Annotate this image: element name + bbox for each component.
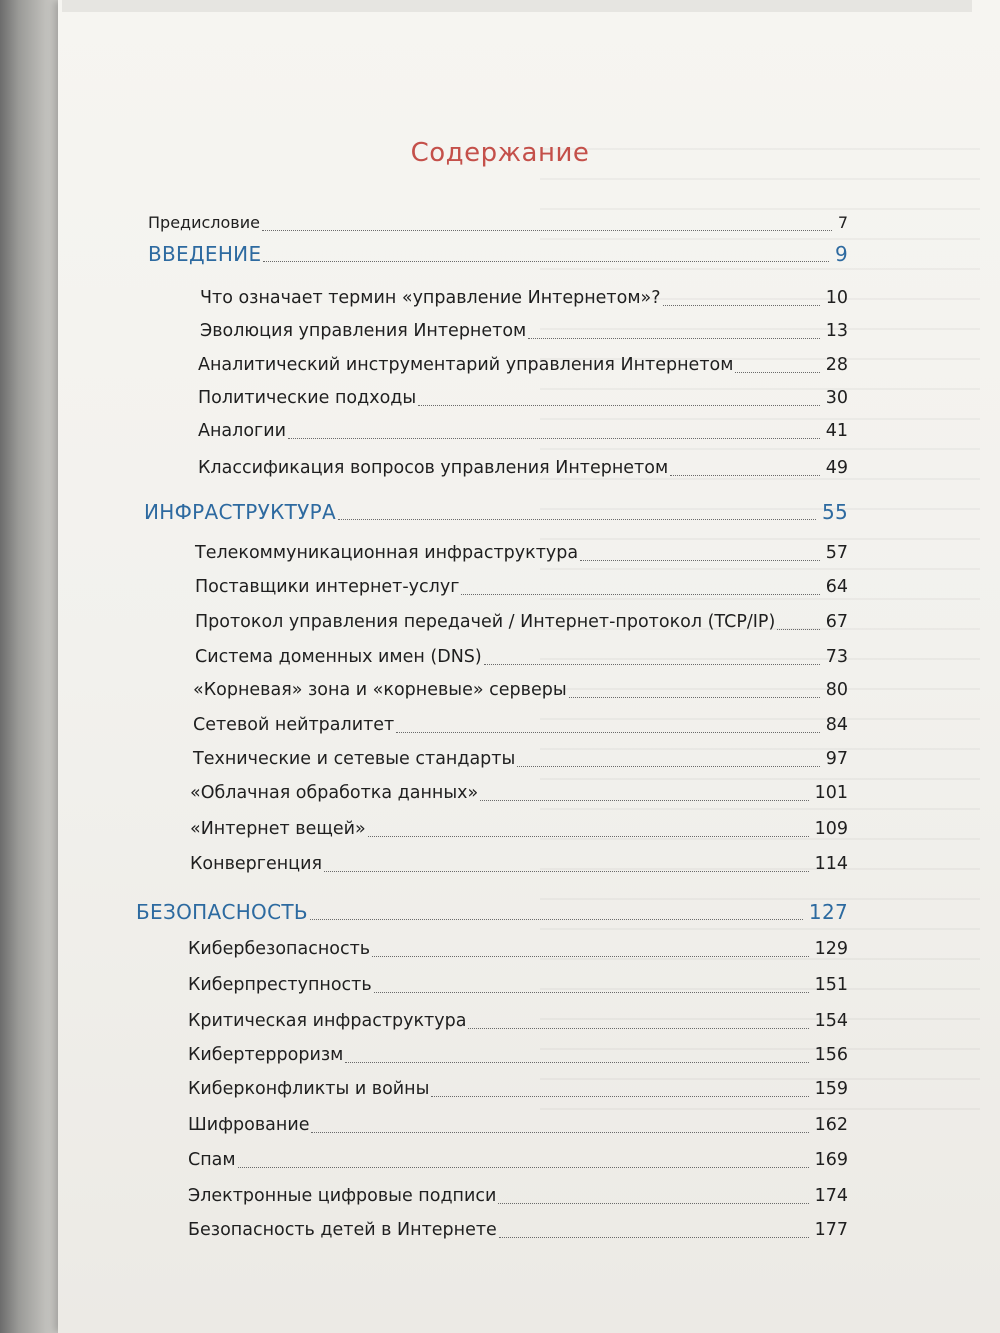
dot-leader xyxy=(374,991,809,993)
dot-leader xyxy=(468,1027,808,1029)
toc-label: Протокол управления передачей / Интернет-протокол (TCP/IP) xyxy=(195,612,776,632)
dot-leader xyxy=(517,765,819,767)
toc-label: Сетевой нейтралитет xyxy=(193,715,395,735)
toc-label: Классификация вопросов управления Интернетом xyxy=(198,458,669,478)
toc-entry xyxy=(198,455,848,479)
dot-leader xyxy=(262,229,832,231)
toc-page-number: 84 xyxy=(825,715,848,735)
toc-entry xyxy=(188,936,848,960)
toc-label: Что означает термин «управление Интернетом»? xyxy=(200,288,661,308)
toc-label: «Облачная обработка данных» xyxy=(190,783,479,803)
toc-page-number: 9 xyxy=(834,242,848,266)
toc-label: Кибертерроризм xyxy=(188,1045,344,1065)
toc-entry xyxy=(188,1112,848,1136)
dot-leader xyxy=(663,304,820,306)
toc-page-number: 57 xyxy=(825,543,848,563)
toc-label: Спам xyxy=(188,1150,236,1170)
toc-label: Критическая инфраструктура xyxy=(188,1011,467,1031)
toc-label: ВВЕДЕНИЕ xyxy=(148,242,262,266)
toc-entry xyxy=(200,318,848,342)
toc-page-number: 73 xyxy=(825,647,848,667)
toc-label: Политические подходы xyxy=(198,388,417,408)
toc-label: ИНФРАСТРУКТУРА xyxy=(144,500,336,524)
toc-label: Киберпреступность xyxy=(188,975,372,995)
toc-page-number: 169 xyxy=(814,1150,848,1170)
toc-label: Аналитический инструментарий управления Интернетом xyxy=(198,355,734,375)
toc-entry xyxy=(195,540,848,564)
page-top-edge xyxy=(62,0,972,12)
toc-page-number: 159 xyxy=(814,1079,848,1099)
toc-entry xyxy=(200,285,848,309)
toc-label: Технические и сетевые стандарты xyxy=(193,749,516,769)
toc-page-number: 114 xyxy=(814,854,848,874)
toc-entry xyxy=(190,851,848,875)
dot-leader xyxy=(238,1166,809,1168)
toc-page-number: 30 xyxy=(825,388,848,408)
toc-label: Поставщики интернет-услуг xyxy=(195,577,460,597)
toc-label: Электронные цифровые подписи xyxy=(188,1186,497,1206)
toc-entry xyxy=(188,972,848,996)
toc-page-number: 7 xyxy=(837,213,848,232)
book-spine-edge xyxy=(0,0,62,1333)
dot-leader xyxy=(372,955,808,957)
dot-leader xyxy=(368,835,809,837)
dot-leader xyxy=(324,870,809,872)
toc-section-introduction xyxy=(148,241,848,265)
toc-entry-preface xyxy=(148,210,848,234)
toc-page-number: 41 xyxy=(825,421,848,441)
toc-label: Безопасность детей в Интернете xyxy=(188,1220,497,1240)
toc-label: Эволюция управления Интернетом xyxy=(200,321,527,341)
toc-page-number: 177 xyxy=(814,1220,848,1240)
dot-leader xyxy=(569,696,820,698)
toc-page-number: 64 xyxy=(825,577,848,597)
toc-page-number: 109 xyxy=(814,819,848,839)
toc-page-number: 80 xyxy=(825,680,848,700)
toc-page-number: 55 xyxy=(821,500,848,524)
dot-leader xyxy=(311,1131,808,1133)
dot-leader xyxy=(777,628,819,630)
dot-leader xyxy=(418,404,819,406)
toc-entry xyxy=(188,1042,848,1066)
toc-page-number: 174 xyxy=(814,1186,848,1206)
toc-page-number: 127 xyxy=(808,900,848,924)
toc-label: Система доменных имен (DNS) xyxy=(195,647,482,667)
dot-leader xyxy=(345,1061,808,1063)
dot-leader xyxy=(499,1236,809,1238)
dot-leader xyxy=(263,260,829,262)
toc-page-number: 162 xyxy=(814,1115,848,1135)
dot-leader xyxy=(431,1095,808,1097)
toc-entry xyxy=(198,385,848,409)
dot-leader xyxy=(528,337,819,339)
toc-page-number: 151 xyxy=(814,975,848,995)
toc-entry xyxy=(193,677,848,701)
toc-entry xyxy=(188,1147,848,1171)
dot-leader xyxy=(338,518,816,520)
dot-leader xyxy=(288,437,820,439)
toc-entry xyxy=(195,644,848,668)
toc-page-number: 67 xyxy=(825,612,848,632)
toc-entry xyxy=(188,1008,848,1032)
toc-label: «Интернет вещей» xyxy=(190,819,366,839)
dot-leader xyxy=(735,371,819,373)
dot-leader xyxy=(461,593,819,595)
toc-entry xyxy=(190,780,848,804)
toc-label: Предисловие xyxy=(148,213,260,232)
toc-page-number: 97 xyxy=(825,749,848,769)
toc-entry xyxy=(195,574,848,598)
toc-entry xyxy=(198,352,848,376)
toc-entry xyxy=(193,712,848,736)
toc-label: Аналогии xyxy=(198,421,286,441)
toc-label: Шифрование xyxy=(188,1115,310,1135)
toc-page-number: 129 xyxy=(814,939,848,959)
toc-page-number: 156 xyxy=(814,1045,848,1065)
toc-entry xyxy=(195,609,848,633)
toc-entry xyxy=(198,418,848,442)
dot-leader xyxy=(396,731,819,733)
toc-entry xyxy=(188,1183,848,1207)
toc-page-number: 49 xyxy=(825,458,848,478)
dot-leader xyxy=(670,474,820,476)
toc-entry xyxy=(188,1217,848,1241)
toc-label: БЕЗОПАСНОСТЬ xyxy=(136,900,308,924)
dot-leader xyxy=(310,918,803,920)
dot-leader xyxy=(498,1202,808,1204)
toc-entry xyxy=(188,1076,848,1100)
toc-label: Кибербезопасность xyxy=(188,939,371,959)
toc-label: «Корневая» зона и «корневые» серверы xyxy=(193,680,567,700)
toc-page-number: 13 xyxy=(825,321,848,341)
toc-entry xyxy=(193,746,848,770)
toc-page-number: 10 xyxy=(825,288,848,308)
page-title: Содержание xyxy=(410,138,590,168)
toc-section-security xyxy=(136,899,848,923)
toc-label: Киберконфликты и войны xyxy=(188,1079,430,1099)
dot-leader xyxy=(480,799,808,801)
toc-section-infrastructure xyxy=(144,499,848,523)
toc-page-number: 154 xyxy=(814,1011,848,1031)
toc-page-number: 101 xyxy=(814,783,848,803)
toc-page-number: 28 xyxy=(825,355,848,375)
dot-leader xyxy=(484,663,820,665)
dot-leader xyxy=(580,559,820,561)
toc-label: Конвергенция xyxy=(190,854,322,874)
toc-entry xyxy=(190,816,848,840)
toc-label: Телекоммуникационная инфраструктура xyxy=(195,543,579,563)
